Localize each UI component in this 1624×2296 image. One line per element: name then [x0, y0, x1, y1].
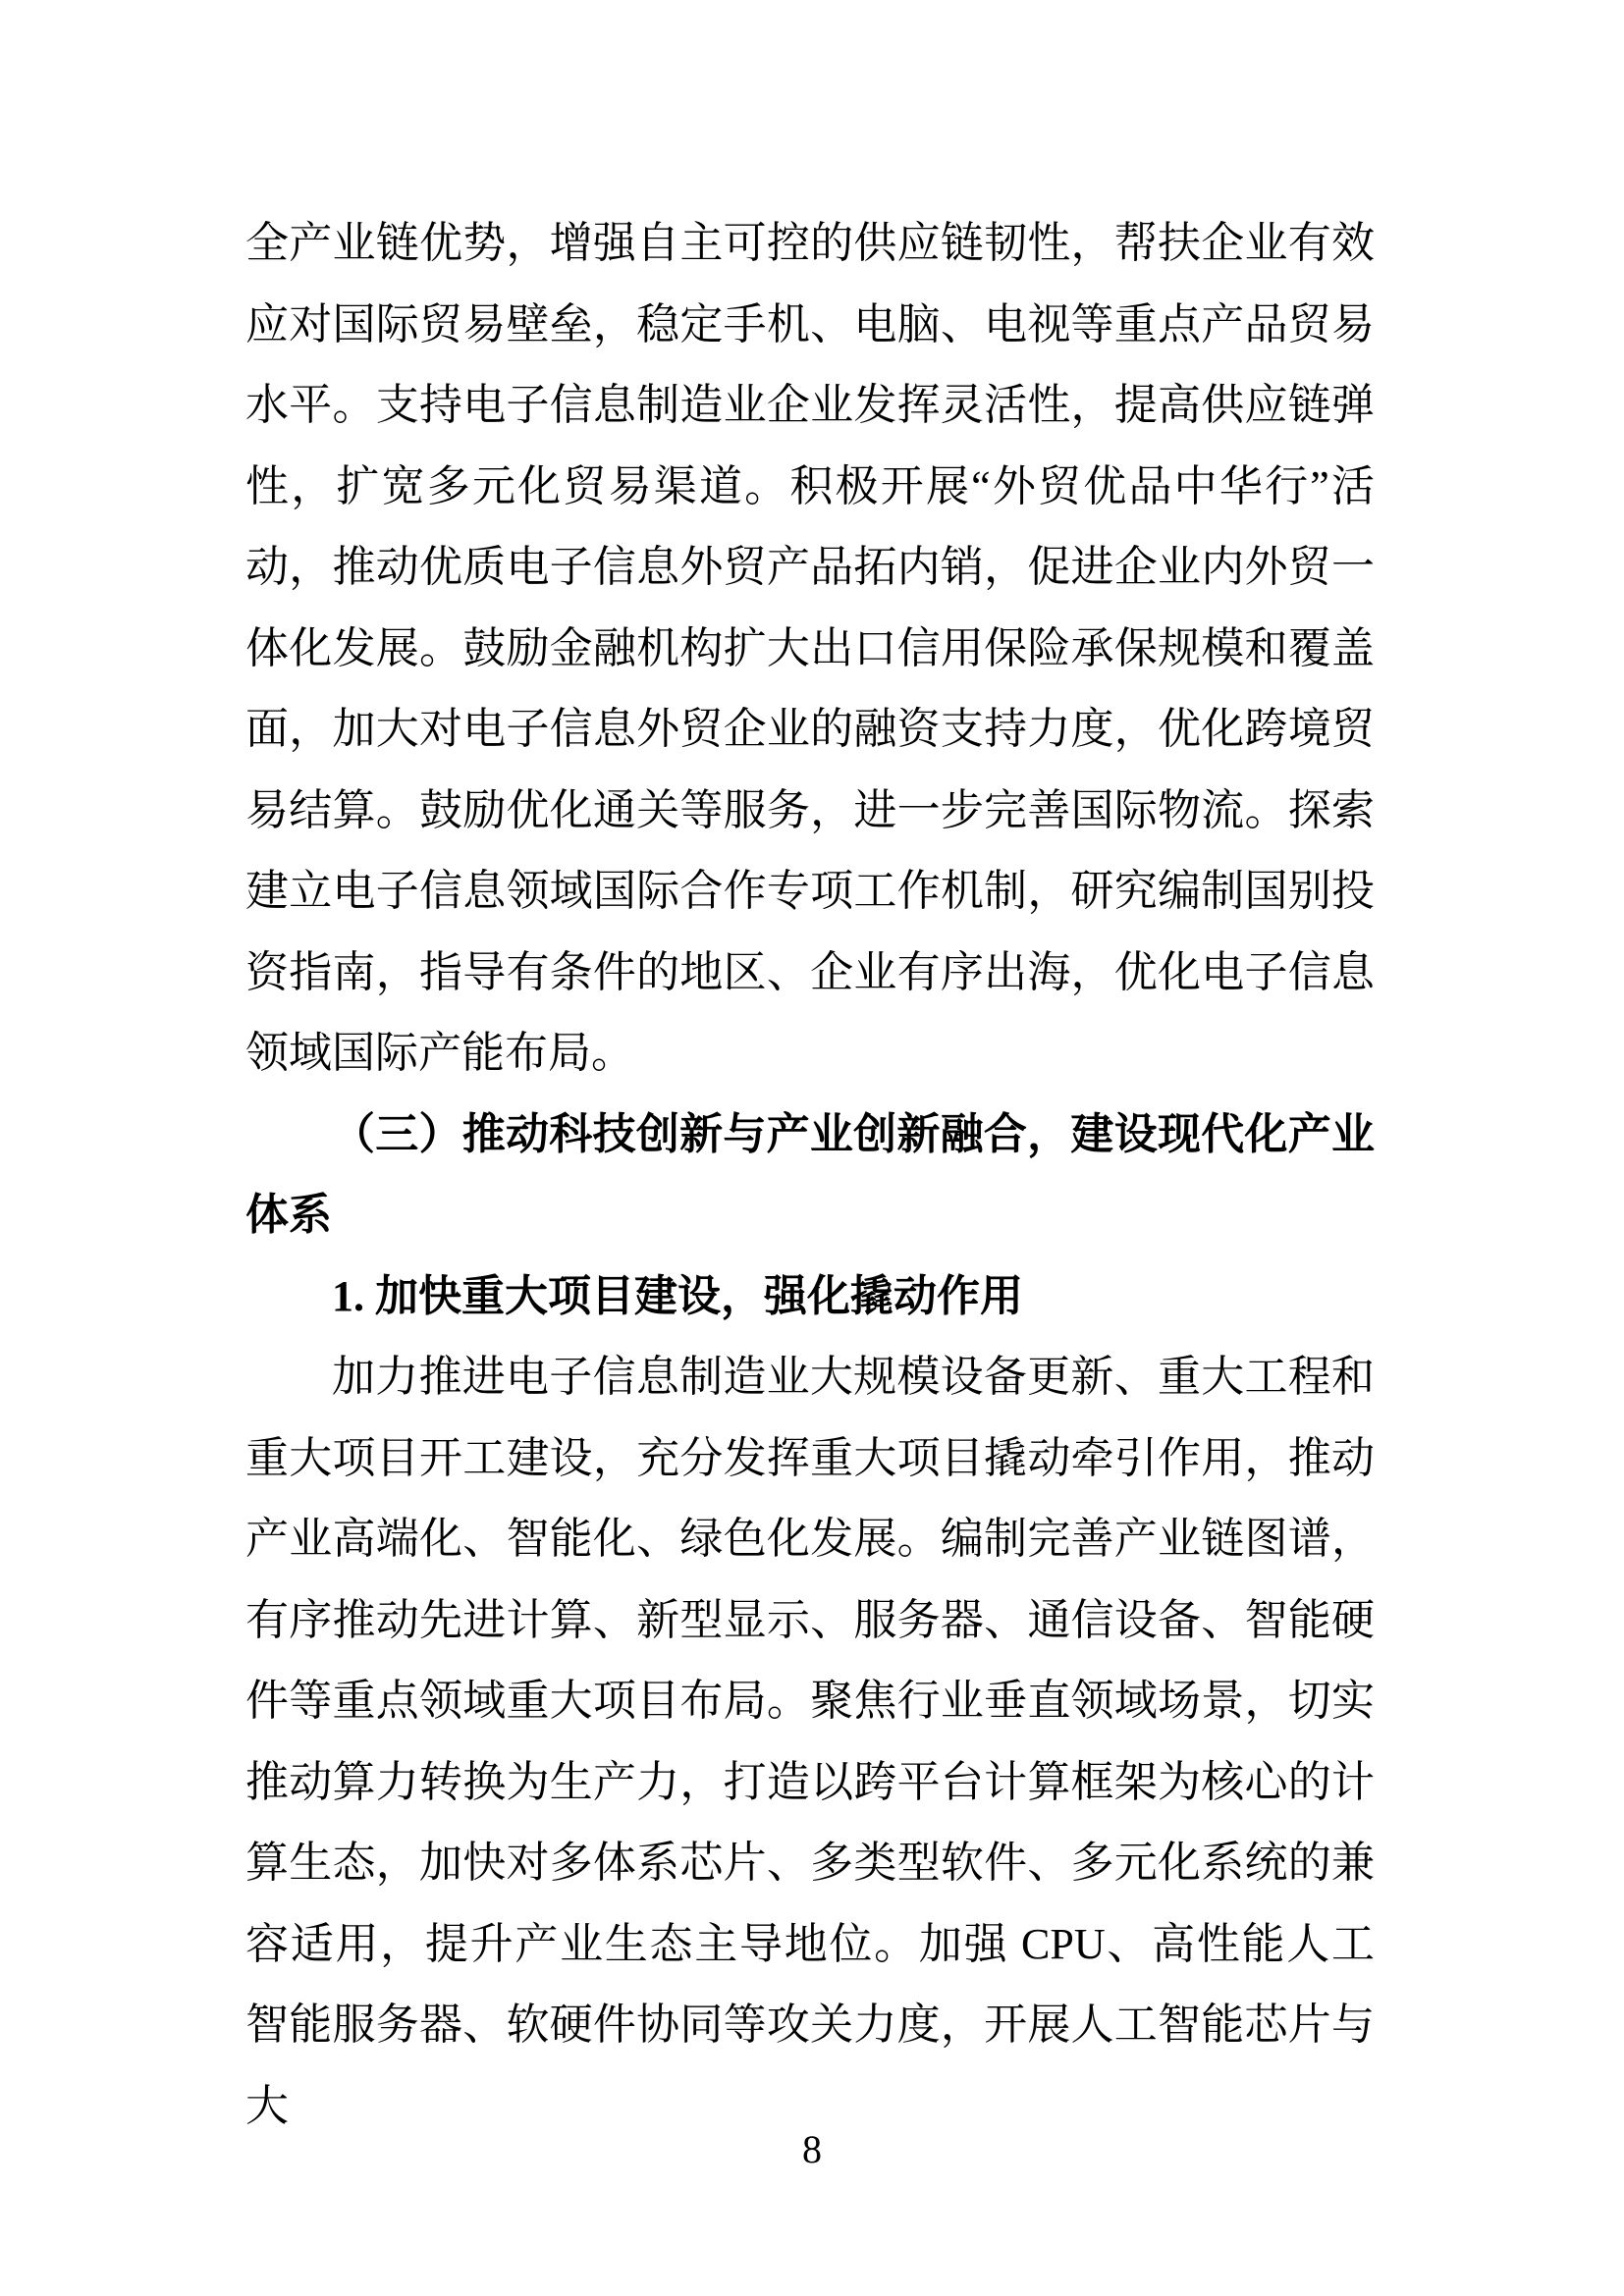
page-number: 8 [802, 2127, 822, 2171]
body-paragraph-continuation: 全产业链优势，增强自主可控的供应链韧性，帮扶企业有效应对国际贸易壁垒，稳定手机、电脑、电视等重点产品贸易水平。支持电子信息制造业企业发挥灵活性，提高供应链弹性，扩宽多元化贸易渠道。积极开展“外贸优品中华行”活动，推动优质电子信息外贸产品拓内销，促进企业内外贸一体化发展。鼓励金融机构扩大出口信用保险承保规模和覆盖面，加大对电子信息外贸企业的融资支持力度，优化跨境贸易结算。鼓励优化通关等服务，进一步完善国际物流。探索建立电子信息领域国际合作专项工作机制，研究编制国别投资指南，指导有条件的地区、企业有序出海，优化电子信息领域国际产能布局。 [245, 219, 1375, 1077]
section-heading: （三）推动科技创新与产业创新融合，建设现代化产业体系 [245, 1109, 1375, 1239]
body-paragraph: 加力推进电子信息制造业大规模设备更新、重大工程和重大项目开工建设，充分发挥重大项目撬动牵引作用，推动产业高端化、智能化、绿色化发展。编制完善产业链图谱，有序推动先进计算、新型显示、服务器、通信设备、智能硬件等重点领域重大项目布局。聚焦行业垂直领域场景，切实推动算力转换为生产力，打造以跨平台计算框架为核心的计算生态，加快对多体系芯片、多类型软件、多元化系统的兼容适用，提升产业生态主导地位。加强 CPU、高性能人工智能服务器、软硬件协同等攻关力度，开展人工智能芯片与大 [245, 1353, 1375, 2130]
document-text-block [245, 203, 1375, 2147]
subsection-heading: 1. 加快重大项目建设，强化撬动作用 [332, 1271, 1023, 1320]
